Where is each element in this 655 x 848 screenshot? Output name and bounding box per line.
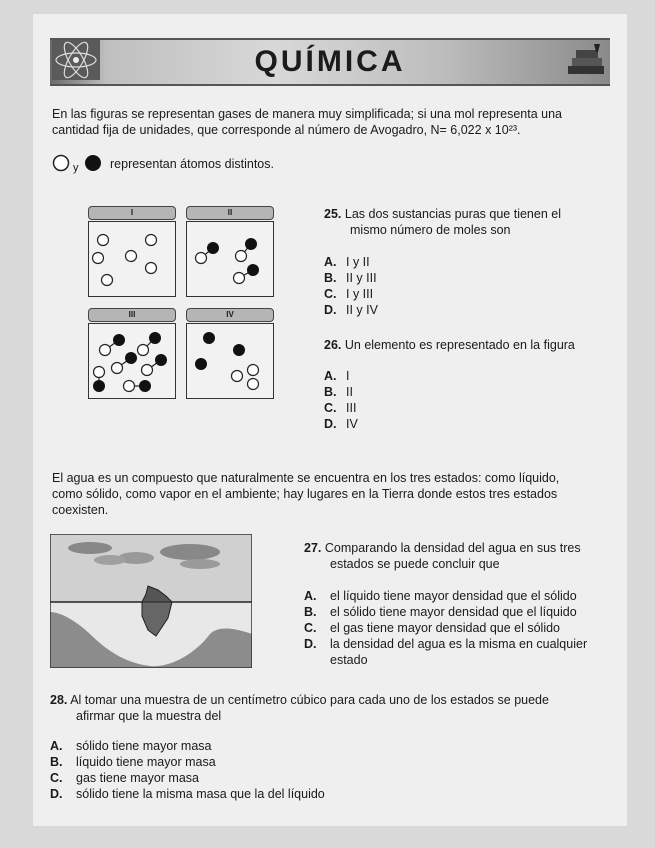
page-title: QUÍMICA xyxy=(254,45,406,78)
q25-option-b[interactable]: B. II y III xyxy=(324,271,377,285)
q25-option-a[interactable]: A. I y II xyxy=(324,255,370,269)
box-label-i: I xyxy=(88,206,176,220)
q25-number: 25. xyxy=(324,207,342,221)
q27-stem xyxy=(304,540,614,556)
q25-text-line2: mismo número de moles son xyxy=(350,223,511,237)
q27-text-line2: estados se puede concluir que xyxy=(330,557,500,571)
q27-option-a[interactable]: A. el líquido tiene mayor densidad que el sólido xyxy=(304,589,577,603)
legend-joiner: y xyxy=(73,162,79,174)
q28-option-d[interactable]: D. sólido tiene la misma masa que la del líquido xyxy=(50,787,325,801)
black-atom-icon xyxy=(84,154,102,172)
header-banner xyxy=(50,38,610,86)
q25-text-line1: Las dos sustancias puras que tienen el xyxy=(344,207,561,221)
q26-option-d[interactable]: D. IV xyxy=(324,417,358,431)
figure-box-ii xyxy=(186,221,274,297)
box-label-iv: IV xyxy=(186,308,274,322)
q28-option-c[interactable]: C. gas tiene mayor masa xyxy=(50,771,199,785)
water-intro-line3: coexisten. xyxy=(52,503,109,517)
q28-stem xyxy=(50,692,614,708)
q27-option-b[interactable]: B. el sólido tiene mayor densidad que el líquido xyxy=(304,605,577,619)
legend-text: representan átomos distintos. xyxy=(110,157,274,171)
q27-text-line1: Comparando la densidad del agua en sus tres xyxy=(324,541,581,555)
intro-text: En las figuras se representan gases de manera muy simplificada; si una mol representa una cantidad fija de unidades, que corresponde al número de Avogadro, N= 6,022 x 10²³. xyxy=(52,107,562,137)
q28-text-line2: afirmar que la muestra del xyxy=(76,709,222,723)
water-intro-line2: como sólido, como vapor en el ambiente; hay lugares en la Tierra donde estos tres estados xyxy=(52,487,558,501)
q25-stem xyxy=(324,206,614,222)
q25-option-c[interactable]: C. I y III xyxy=(324,287,374,301)
q27-number: 27. xyxy=(304,541,322,555)
white-atom-icon xyxy=(52,154,70,172)
figure-box-iv xyxy=(186,323,274,399)
q26-text: Un elemento es representado en la figura xyxy=(344,338,575,352)
q28-number: 28. xyxy=(50,693,68,707)
q26-option-c[interactable]: C. III xyxy=(324,401,357,415)
water-intro-line1: El agua es un compuesto que naturalmente se encuentra en los tres estados: como líquido, xyxy=(52,471,560,485)
iceberg-illustration xyxy=(50,534,252,668)
box-label-ii: II xyxy=(186,206,274,220)
q25-option-d[interactable]: D. II y IV xyxy=(324,303,378,317)
box-label-iii: III xyxy=(88,308,176,322)
q27-option-d-line2: estado xyxy=(330,653,368,667)
q27-option-c[interactable]: C. el gas tiene mayor densidad que el sólido xyxy=(304,621,561,635)
q28-option-a[interactable]: A. sólido tiene mayor masa xyxy=(50,739,212,753)
q28-text-line1: Al tomar una muestra de un centímetro cúbico para cada uno de los estados se puede xyxy=(70,693,549,707)
q28-option-b[interactable]: B. líquido tiene mayor masa xyxy=(50,755,216,769)
q27-option-d[interactable]: D. la densidad del agua es la misma en cualquier xyxy=(304,637,588,651)
books-icon xyxy=(564,42,608,80)
q26-stem xyxy=(324,337,575,353)
q26-option-a[interactable]: A. I xyxy=(324,369,350,383)
atom-icon xyxy=(52,40,100,80)
q26-number: 26. xyxy=(324,338,342,352)
figure-box-i xyxy=(88,221,176,297)
q26-option-b[interactable]: B. II xyxy=(324,385,353,399)
figure-box-iii xyxy=(88,323,176,399)
